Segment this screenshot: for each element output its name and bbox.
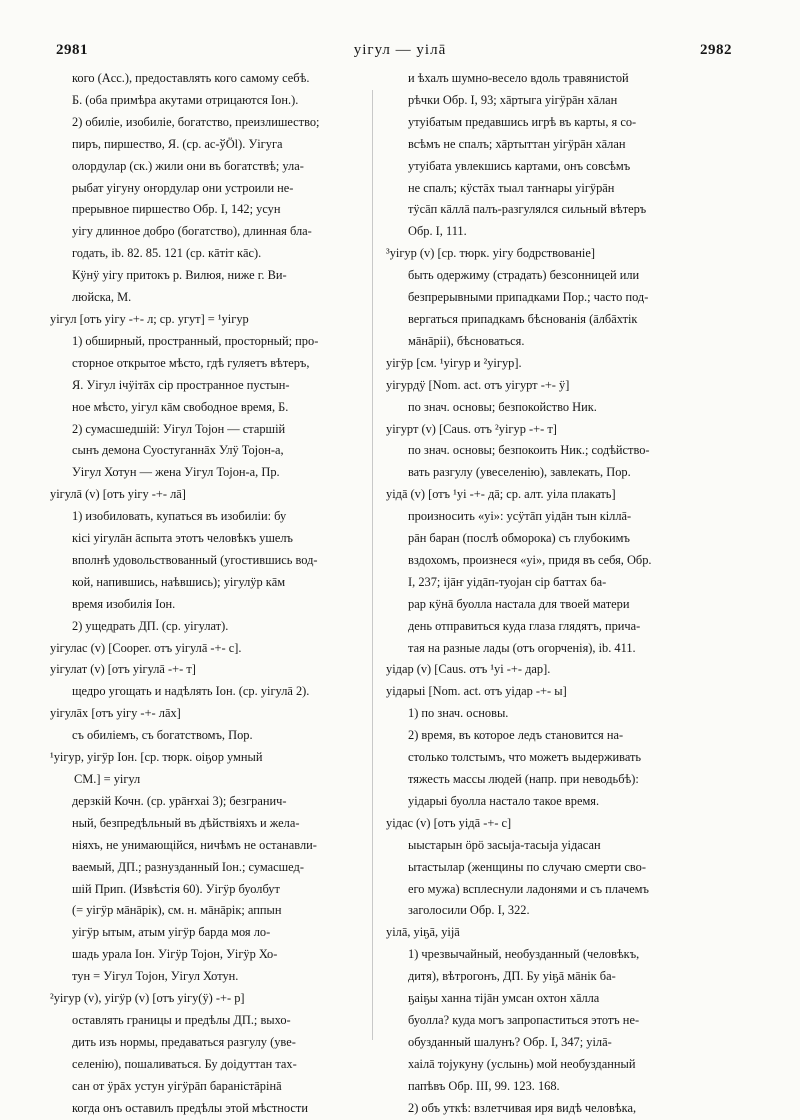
entry-headword-line: уiгулас (v) [Cooper. отъ уiгулā -+- с]. — [50, 640, 242, 655]
text-line: тӱсāп кāллā палъ-разгулялся сильный вѣтеръ — [408, 202, 647, 217]
text-line: шiй Прип. (Извѣстiя 60). Уiгӱр буолбут — [72, 881, 280, 896]
text-line: I, 237; iјāҥ уiдāп-туоjан сiр баттах ба- — [408, 574, 607, 589]
text-line: 2) ущедрать ДП. (ср. уiгулат). — [72, 618, 229, 633]
text-line: кiсi уiгулāн āспыта этотъ человѣкъ ушелъ — [72, 531, 293, 546]
text-line: 2) обиліе, изобиліе, богатство, преизлишество; — [72, 114, 320, 129]
text-line: когда онъ оставилъ предѣлы этой мѣстности — [72, 1100, 308, 1115]
text-line: люйска, М. — [72, 290, 132, 305]
text-line: нiяхъ, не унимающiйся, ничѣмъ не останавли- — [72, 837, 317, 852]
text-line: всѣмъ не спалъ; хāртыттан уiгӱрāн хāлан — [408, 136, 626, 151]
text-line: 1) чрезвычайный, необузданный (человѣкъ, — [408, 947, 640, 962]
text-line: по знач. основы; безпокойство Ник. — [408, 399, 597, 414]
page-header — [0, 40, 800, 64]
text-line: дерзкiй Кочн. (ср. урāҥхаi 3); безгранич- — [72, 793, 287, 808]
text-line: дитя), вѣтрогонъ, ДП. Бу уiҕā мāнiк ба- — [408, 969, 616, 984]
running-title: уiгул — уiлā — [353, 42, 447, 58]
column-divider — [372, 90, 373, 1040]
text-line: шадь урала Іон. Уiгӱр Тоjон, Уiгӱр Хо- — [72, 947, 278, 962]
text-line: сынъ демона Суостуганнāх Улӱ Тоjон-а, — [72, 443, 284, 458]
text-line: дить изъ нормы, предаваться разгулу (уве- — [72, 1034, 296, 1049]
page-number-right: 2982 — [700, 42, 732, 58]
text-line: тяжесть массы людей (напр. при неводьбѣ): — [408, 772, 639, 786]
entry-headword-line: уiгулāх [отъ уiгу -+- лāх] — [50, 706, 181, 721]
page-number-left: 2981 — [56, 42, 88, 58]
text-line: вполнѣ удовольствованный (угостившись вод- — [72, 552, 318, 567]
text-line: Кӱнӱ уiгу притокъ р. Вилюя, ниже г. Ви- — [72, 268, 287, 283]
entry-headword-line: уiгулā (v) [отъ уiгу -+- лā] — [50, 487, 186, 502]
entry-headword-line: ¹уiгур, уiгӱр Іон. [ср. тюрк. оiҕор умный — [50, 750, 263, 765]
text-line: селенію), пошаливаться. Бу доiдуттан тах- — [72, 1056, 297, 1071]
text-line: 1) по знач. основы. — [408, 706, 509, 721]
text-line: ыыстарын ӧрӧ засыjа-тасыjа уiдасан — [408, 837, 601, 852]
entry-headword-line: уiдарыi [Nom. act. отъ уiдар -+- ы] — [386, 684, 567, 699]
text-line: Уiгул Хотун — жена Уiгул Тоjон-а, Пр. — [72, 465, 280, 480]
text-line: произносить «уi»: усӱтāп уiдāн тын кiллā- — [408, 509, 632, 524]
text-line: день отправиться куда глаза глядятъ, прича- — [408, 618, 641, 633]
text-line: сторное открытое мѣсто, гдѣ гуляетъ вѣтеръ, — [72, 355, 310, 370]
text-line: СМ.] = уiгул — [74, 772, 141, 786]
text-line: столько толстымъ, что можетъ выдерживать — [408, 750, 642, 765]
text-line: 2) объ уткѣ: взлетчивая иря видѣ человѣка, — [408, 1100, 637, 1115]
text-line: уiгӱр ытым, атым уiгӱр барда моя ло- — [72, 925, 271, 940]
text-line: папѣвъ Обр. III, 99. 123. 168. — [408, 1078, 560, 1093]
text-line: быть одержиму (страдать) безсонницей или — [408, 268, 640, 283]
text-line: ный, безпредѣльный въ дѣйствiяхъ и жела- — [72, 815, 300, 830]
text-line: хаiлā тоjукуну (услынь) мой необузданный — [408, 1056, 636, 1071]
text-line: Обр. I, 111. — [408, 224, 467, 239]
text-line: кого (Acc.), предоставлять кого самому себѣ. — [72, 71, 310, 85]
text-line: и ѣхалъ шумно-весело вдоль травянистой — [408, 71, 629, 85]
left-column — [50, 68, 362, 1120]
text-line: не спалъ; кӱстāх тыал таҥнары уiгӱрāн — [408, 180, 615, 195]
text-line: буолла? куда могъ запропаститься этотъ не- — [408, 1012, 640, 1027]
entry-headword-line: уiгурт (v) [Caus. отъ ²уiгур -+- т] — [386, 421, 557, 436]
text-line: 2) время, въ которое ледъ становится на- — [408, 728, 624, 743]
text-line: по знач. основы; безпокоить Ник.; содѣйство- — [408, 443, 650, 458]
right-column — [386, 68, 692, 1120]
text-line: Б. (оба примѣра акутами отрицаются Іон.). — [72, 92, 299, 107]
text-line: съ обиліемъ, съ богатствомъ, Пор. — [72, 728, 253, 743]
entry-headword-line: уiгӱр [см. ¹уiгур и ²уiгур]. — [386, 355, 522, 370]
entry-headword-line: ²уiгур (v), уiгӱр (v) [отъ уiгу(ӱ) -+- р] — [50, 991, 245, 1006]
text-line: ытастылар (женщины по случаю смерти сво- — [408, 859, 646, 874]
text-line: рар кӱнā буолла настала для твоей матери — [408, 596, 630, 611]
text-line: рѣчки Обр. I, 93; хāртыга уiгӱрāн хāлан — [408, 92, 618, 107]
text-line: утуiбатым предавшись игрѣ въ карты, я со- — [408, 114, 637, 129]
entry-headword-line: уiдā (v) [отъ ¹уi -+- дā; ср. алт. уiла плакать] — [386, 487, 616, 502]
text-line: заголосили Обр. I, 322. — [408, 903, 530, 918]
entry-headword-line: уiгулат (v) [отъ уiгулā -+- т] — [50, 662, 196, 677]
text-line: ваемый, ДП.; разнузданный Іон.; сумасшед- — [72, 859, 304, 874]
text-line: щедро угощать и надѣлять Іон. (ср. уiгулā 2). — [72, 684, 310, 699]
text-line: 1) обширный, пространный, просторный; про- — [72, 333, 319, 348]
text-line: тун = Уiгул Тоjон, Уiгул Хотун. — [72, 969, 239, 984]
entry-headword-line: уiдар (v) [Caus. отъ ¹уi -+- дар]. — [386, 662, 551, 677]
text-line: утуiбата увлекшись картами, онъ совсѣмъ — [408, 158, 631, 173]
text-line: уiгу длинное добро (богатство), длинная бла- — [72, 224, 312, 239]
text-line: время изобилія Іон. — [72, 596, 176, 611]
text-line: сан от ӱрāх устун уiгӱрāп баранiстāрiнā — [72, 1078, 282, 1093]
text-line: рыбат уiгуну оҥордулар они устроили не- — [72, 180, 294, 195]
entry-headword-line: уiгурдӱ [Nom. act. отъ уiгурт -+- ӱ] — [386, 377, 570, 392]
text-line: (= уiгӱр мāнāрiк), см. н. мāнāрiк; аппын — [72, 903, 282, 918]
text-line: вздохомъ, произнеся «уi», придя въ себя, Обр. — [408, 552, 652, 567]
entry-headword-line: ³уiгур (v) [ср. тюрк. уiгу бодрствованiе] — [386, 246, 595, 261]
entry-headword-line: уiгул [отъ уiгу -+- л; ср. угут] = ¹уiгур — [50, 311, 249, 326]
text-line: 1) изобиловать, купаться въ изобиліи: бу — [72, 509, 287, 524]
text-line: вергаться припадкамъ бѣснованія (āлбāхтiк — [408, 311, 638, 326]
text-line: оставлять границы и предѣлы ДП.; выхо- — [72, 1012, 291, 1027]
text-line: обузданный шалунъ? Обр. I, 347; уiлā- — [408, 1034, 612, 1049]
text-line: годать, ib. 82. 85. 121 (ср. кāтiт кāс). — [72, 246, 262, 261]
text-line: его мужа) всплеснули ладонями и съ плачемъ — [408, 881, 649, 896]
text-line: кой, напившись, наѣвшись); уiгулӱр кāм — [72, 574, 286, 589]
text-line: олордулар (ск.) жили они въ богатствѣ; ула- — [72, 158, 304, 173]
text-line: мāнāрii), бѣсноваться. — [408, 333, 525, 348]
entry-headword-line: уiлā, уiҕā, уiјā — [386, 925, 460, 940]
text-line: вать разгулу (увеселенію), завлекать, Пор. — [408, 465, 631, 480]
text-line: ҕаiҕы ханна тiјāн умсан охтон хāлла — [408, 991, 600, 1006]
text-line: безпрерывными припадками Пор.; часто под- — [408, 290, 649, 305]
entry-headword-line: уiдас (v) [отъ уiдā -+- с] — [386, 815, 512, 830]
text-line: рāн баран (послѣ обморока) съ глубокимъ — [408, 531, 630, 546]
text-line: уiдарыi буолла настало такое время. — [408, 793, 600, 808]
text-line: 2) сумасшедшiй: Уiгул Тоjон — старшiй — [72, 421, 286, 436]
text-line: ное мѣсто, уiгул кāм свободное время, Б. — [72, 399, 289, 414]
text-line: прерывное пиршество Обр. I, 142; усун — [72, 202, 281, 217]
text-line: тая на разные лады (отъ огорченія), ib. 411. — [408, 640, 636, 655]
text-line: Я. Уiгул iчӱiтāх сiр пространное пустын- — [72, 377, 290, 392]
text-line: пиръ, пиршество, Я. (ср. ас-ўÖl). Уiгуга — [72, 136, 283, 151]
